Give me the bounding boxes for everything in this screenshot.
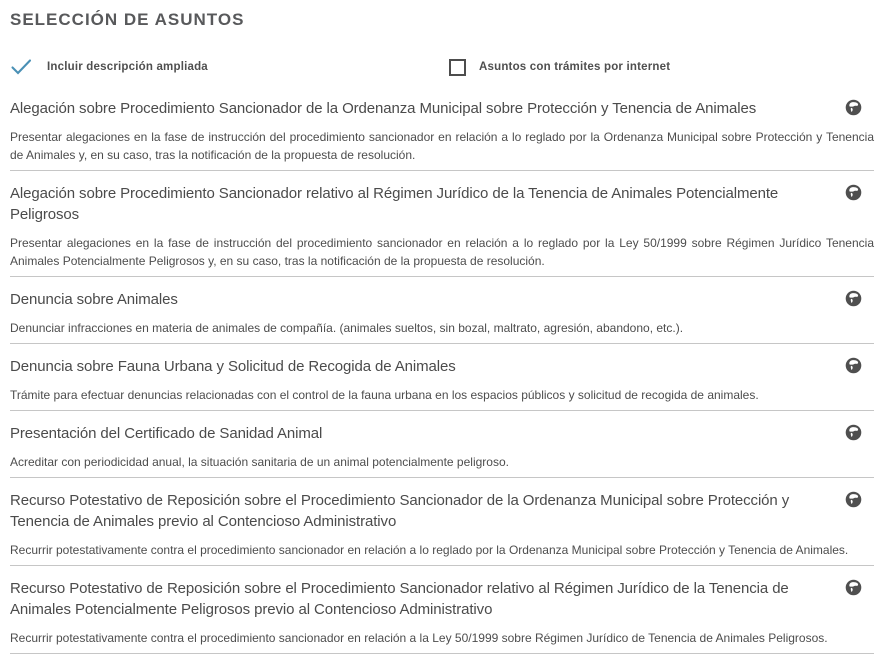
- asunto-row-certificado-sanidad[interactable]: [10, 411, 874, 478]
- asunto-title: Denuncia sobre Animales: [10, 291, 178, 308]
- asunto-row-recurso-ordenanza[interactable]: [10, 478, 874, 566]
- check-icon: [10, 59, 32, 75]
- filter-include-description-label: Incluir descripción ampliada: [47, 61, 208, 73]
- asunto-title: Presentación del Certificado de Sanidad Animal: [10, 425, 323, 442]
- filter-online-procedures[interactable]: [449, 59, 670, 76]
- globe-icon[interactable]: [845, 99, 862, 116]
- filter-include-description[interactable]: [10, 59, 449, 75]
- checkbox-empty-icon: [449, 59, 466, 76]
- asunto-row-alegacion-regimen[interactable]: [10, 171, 874, 277]
- filter-online-procedures-label: Asuntos con trámites por internet: [479, 61, 671, 73]
- asunto-row-denuncia-fauna-urbana[interactable]: [10, 344, 874, 411]
- asunto-row-denuncia-animales[interactable]: [10, 277, 874, 344]
- asunto-list: [10, 86, 874, 654]
- asunto-title: Alegación sobre Procedimiento Sancionador relativo al Régimen Jurídico de la Tenencia de Animales Potencialmente Peligrosos: [10, 185, 779, 223]
- globe-icon[interactable]: [845, 491, 862, 508]
- seleccion-asuntos-page: [0, 10, 884, 654]
- asunto-description: Acreditar con periodicidad anual, la situación sanitaria de un animal potencialmente peligroso.: [10, 455, 509, 469]
- asunto-row-recurso-regimen[interactable]: [10, 566, 874, 654]
- globe-icon[interactable]: [845, 424, 862, 441]
- asunto-row-alegacion-ordenanza[interactable]: [10, 86, 874, 171]
- asunto-description: Presentar alegaciones en la fase de instrucción del procedimiento sancionador en relación a lo reglado por la Ley 50/1999 sobre Régimen Jurídico Tenencia Animales Potencialmente Peligrosos y, en su caso, tras la notificación de la propuesta de resolución.: [10, 236, 874, 268]
- asunto-title: Alegación sobre Procedimiento Sancionador de la Ordenanza Municipal sobre Protección y Tenencia de Animales: [10, 100, 757, 117]
- page-title: SELECCIÓN DE ASUNTOS: [10, 10, 245, 29]
- filter-bar: [10, 58, 874, 76]
- asunto-title: Recurso Potestativo de Reposición sobre el Procedimiento Sancionador relativo al Régimen Jurídico de la Tenencia de Animales Potencialmente Peligrosos previo al Contencioso Administrativo: [10, 580, 789, 618]
- asunto-title: Recurso Potestativo de Reposición sobre el Procedimiento Sancionador de la Ordenanza Municipal sobre Protección y Tenencia de Animales previo al Contencioso Administrativo: [10, 492, 790, 530]
- globe-icon[interactable]: [845, 357, 862, 374]
- asunto-description: Presentar alegaciones en la fase de instrucción del procedimiento sancionador en relación a lo reglado por la Ordenanza Municipal sobre Protección y Tenencia de Animales y, en su caso, tras la notificación de la propuesta de resolución.: [10, 130, 874, 162]
- globe-icon[interactable]: [845, 579, 862, 596]
- asunto-description: Denunciar infracciones en materia de animales de compañía. (animales sueltos, sin bozal, maltrato, agresión, abandono, etc.).: [10, 321, 684, 335]
- globe-icon[interactable]: [845, 290, 862, 307]
- asunto-title: Denuncia sobre Fauna Urbana y Solicitud de Recogida de Animales: [10, 358, 456, 375]
- asunto-description: Trámite para efectuar denuncias relacionadas con el control de la fauna urbana en los espacios públicos y solicitud de recogida de animales.: [10, 388, 759, 402]
- asunto-description: Recurrir potestativamente contra el procedimiento sancionador en relación a la Ley 50/1999 sobre Régimen Jurídico de Tenencia de Animales Peligrosos.: [10, 631, 828, 645]
- globe-icon[interactable]: [845, 184, 862, 201]
- asunto-description: Recurrir potestativamente contra el procedimiento sancionador en relación a lo reglado por la Ordenanza Municipal sobre Protección y Tenencia de Animales.: [10, 543, 849, 557]
